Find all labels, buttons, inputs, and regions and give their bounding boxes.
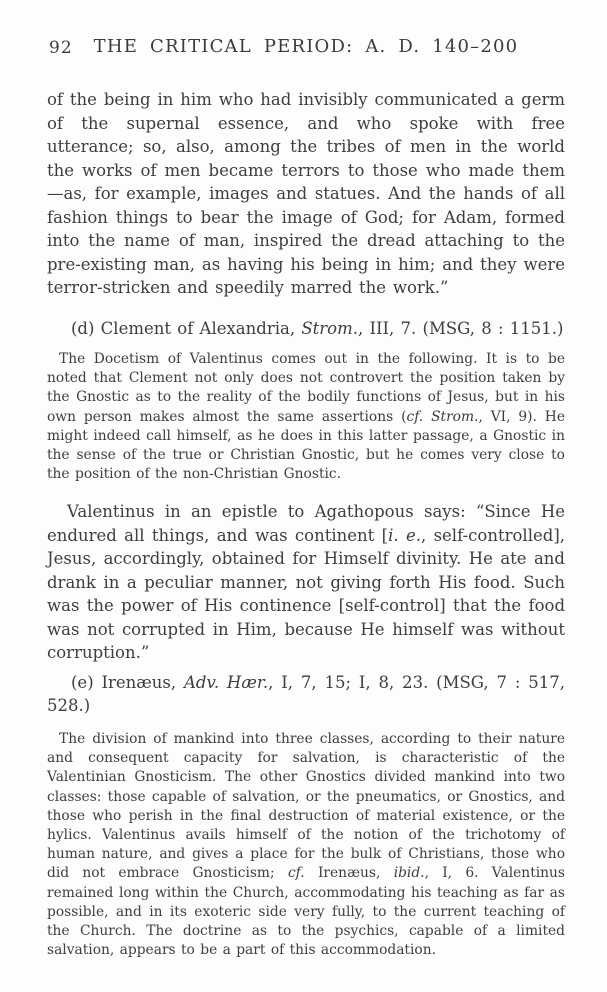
citation-heading-e: (e) Irenæus, Adv. Hær., I, 7, 15; I, 8, 23. (MSG, 7 : 517, 528.) xyxy=(47,672,565,716)
editorial-note-e: The division of mankind into three classes, according to their nature and consequent capacity for salvation, is characteristic of the Valentinian Gnosticism. The other Gnostics divided mankind into two classes: those capable of salvation, or the pneumatics, or Gnostics, and those who perish in the final destruction of material existence, or the hylics. Valentinus avails himself of the notion of the trichotomy of human nature, and gives a place for the bulk of Christians, those who did not embrace Gnosticism; cf. Irenæus, ibid., I, 6. Valentinus remained long within the Church, accommodating his teaching as far as possible, and in its exoteric side very fully, to the current teaching of the Church. The doctrine as to the psychics, capable of a limited salvation, appears to be a part of this accommodation. xyxy=(47,730,565,959)
citation-heading-d: (d) Clement of Alexandria, Strom., III, 7. (MSG, 8 : 1151.) xyxy=(71,318,564,338)
editorial-note-d: The Docetism of Valentinus comes out in the following. It is to be noted that Clement not only does not controvert the position taken by the Gnostic as to the reality of the bodily functions of Jesus, but in his own person makes almost the same assertions (cf. Strom., VI, 9). He might indeed call himself, as he does in this latter passage, a Gnostic in the sense of the true or Christian Gnostic, but he comes very close to the position of the non-Christian Gnostic. xyxy=(47,351,565,483)
page-header xyxy=(47,36,565,60)
body-paragraph-continuation: of the being in him who had invisibly communicated a germ of the supernal essence, and who spoke with free utterance; so, also, among the tribes of men in the world the works of men became terrors to those who made them—as, for example, images and statues. And the hands of all fashion things to bear the image of God; for Adam, formed into the name of man, inspired the dread attaching to the pre-existing man, as having his being in him; and they were terror-stricken and speedily marred the work.” xyxy=(47,90,565,297)
running-title: THE CRITICAL PERIOD: A. D. 140–200 xyxy=(93,36,519,57)
body-paragraph-valentinus-quote: Valentinus in an epistle to Agathopous says: “Since He endured all things, and was continent [i. e., self-controlled], Jesus, accordingly, obtained for Himself divinity. He ate and drank in a peculiar manner, not giving forth His food. Such was the power of His continence [self-control] that the food was not corrupted in Him, because He himself was without corruption.” xyxy=(47,502,565,663)
page-number: 92 xyxy=(49,38,73,58)
